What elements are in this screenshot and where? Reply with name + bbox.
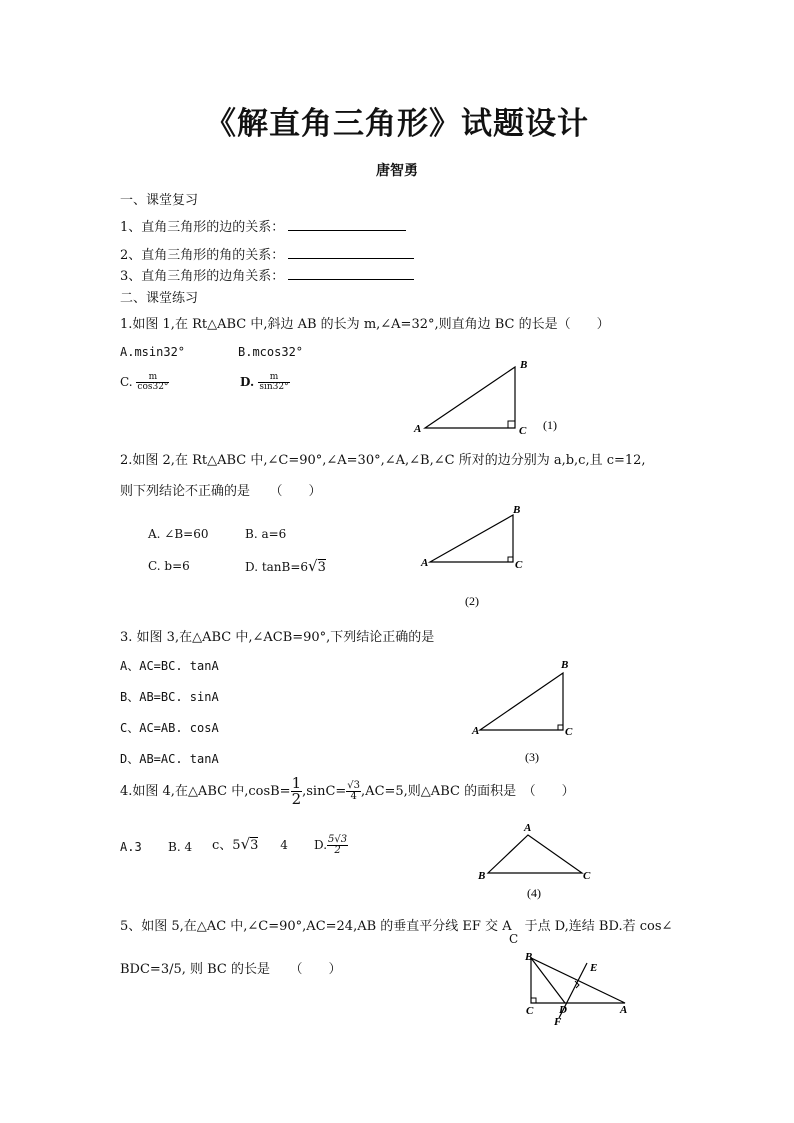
q1-option-d[interactable] [240,373,290,392]
vertex-label-a: A [414,423,422,435]
figure-1-triangle [410,355,580,440]
figure-1-label: (1) [543,418,557,432]
answer-blank[interactable] [288,216,406,231]
q4-option-a[interactable]: A.3 [120,840,142,854]
vertex-label-c: C [583,870,591,882]
sqrt-icon: √ [334,834,341,845]
denominator: 2 [334,845,341,856]
review-item-1 [120,216,406,235]
option-prefix: D. [240,375,255,389]
question-3-stem: 3. 如图 3,在△ABC 中,∠ACB=90°,下列结论正确的是 [120,630,435,645]
q3-option-a[interactable]: A、AC=BC. tanA [120,659,219,673]
q4-option-b[interactable]: B. 4 [168,840,193,854]
figure-4-triangle [470,818,600,903]
figure-3-label: (3) [525,750,539,764]
answer-blank[interactable] [288,265,414,280]
option-suffix: 4 [280,838,288,852]
denominator: cos32° [137,382,169,392]
denominator: 4 [350,791,357,802]
stem-text: ,AC=5,则△ABC 的面积是 （ ） [361,784,575,799]
sqrt-icon: √ [308,557,318,575]
q3-option-b[interactable]: B、AB=BC. sinA [120,690,219,704]
question-5-stem-line1: 5、如图 5,在△AC 中,∠C=90°,AC=24,AB 的垂直平分线 EF 交 A 于点 D,连结 BD.若 cos∠ [120,919,673,934]
q1-option-c[interactable] [120,373,169,392]
answer-blank[interactable] [288,244,414,259]
figure-5-triangle [515,948,640,1028]
radicand: 3 [340,834,348,845]
figure-4-label: (4) [527,886,541,900]
option-prefix: D. tanB=6 [245,560,309,574]
vertex-label-c: C [526,1005,534,1017]
fraction [258,373,289,392]
fraction [291,776,303,807]
vertex-label-a: A [472,725,480,737]
page-title: 《解直角三角形》试题设计 [205,106,589,142]
stem-text: ,sinC= [302,784,347,799]
vertex-label-c: C [519,425,527,437]
q1-option-b[interactable]: B.mcos32° [238,345,304,359]
radicand: 3 [250,838,259,853]
question-2-stem-line1: 2.如图 2,在 Rt△ABC 中,∠C=90°,∠A=30°,∠A,∠B,∠C 所对的边分别为 a,b,c,且 c=12, [120,453,646,468]
vertex-label-a: A [524,822,532,834]
stem-text: 4.如图 4,在△ABC 中,cosB= [120,784,291,799]
sqrt-icon: √ [347,780,354,791]
author-name: 唐智勇 [376,163,418,179]
q3-option-c[interactable]: C、AC=AB. cosA [120,721,219,735]
question-1-stem: 1.如图 1,在 Rt△ABC 中,斜边 AB 的长为 m,∠A=32°,则直角边 BC 的长是（ ） [120,317,610,332]
numerator: 1 [291,774,302,792]
review-item-label: 3、直角三角形的边角关系： [120,269,285,284]
vertex-label-c: C [515,559,523,571]
q2-option-d[interactable] [245,557,326,575]
numerator: 5 [328,834,335,845]
vertex-label-f: F [554,1016,562,1028]
fraction [136,373,169,392]
q3-option-d[interactable]: D、AB=AC. tanA [120,752,219,766]
figure-2-triangle [415,500,545,610]
review-item-2 [120,244,414,263]
radicand: 3 [353,780,361,791]
question-2-stem-line2: 则下列结论不正确的是 （ ） [120,484,322,499]
numerator: m [258,373,289,383]
sqrt-icon: √ [240,835,251,853]
section-review-heading: 一、课堂复习 [120,193,199,208]
q2-option-b[interactable]: B. a=6 [245,527,287,541]
question-5-stem-subscript: C [509,932,519,946]
question-4-stem [120,776,575,807]
denominator: sin32° [259,382,289,392]
question-5-stem-line2: BDC=3/5, 则 BC 的长是 （ ） [120,962,342,977]
vertex-label-a: A [421,557,429,569]
fraction [346,781,361,802]
section-practice-heading: 二、课堂练习 [120,291,199,306]
option-prefix: D. [314,838,328,852]
vertex-label-a: A [620,1004,628,1016]
q4-option-d[interactable] [314,835,348,856]
vertex-label-b: B [561,659,569,671]
q2-option-a[interactable]: A. ∠B=60 [148,527,209,541]
review-item-label: 2、直角三角形的角的关系： [120,248,285,263]
review-item-label: 1、直角三角形的边的关系： [120,220,285,235]
vertex-label-b: B [520,359,528,371]
vertex-label-d: D [559,1004,567,1016]
vertex-label-b: B [525,951,533,963]
numerator: m [136,373,169,383]
option-prefix: C. [120,375,133,389]
q4-option-c[interactable] [212,834,288,853]
vertex-label-e: E [590,962,598,974]
review-item-3 [120,265,414,284]
vertex-label-b: B [513,504,521,516]
q1-option-a[interactable]: A.msin32° [120,345,186,359]
radicand: 3 [317,560,326,575]
vertex-label-c: C [565,726,573,738]
option-prefix: c、5 [212,838,241,853]
figure-2-label: (2) [465,594,479,608]
vertex-label-b: B [478,870,486,882]
figure-3-triangle [465,655,585,767]
q2-option-c[interactable]: C. b=6 [148,559,190,573]
denominator: 2 [291,790,302,808]
fraction [327,835,348,856]
